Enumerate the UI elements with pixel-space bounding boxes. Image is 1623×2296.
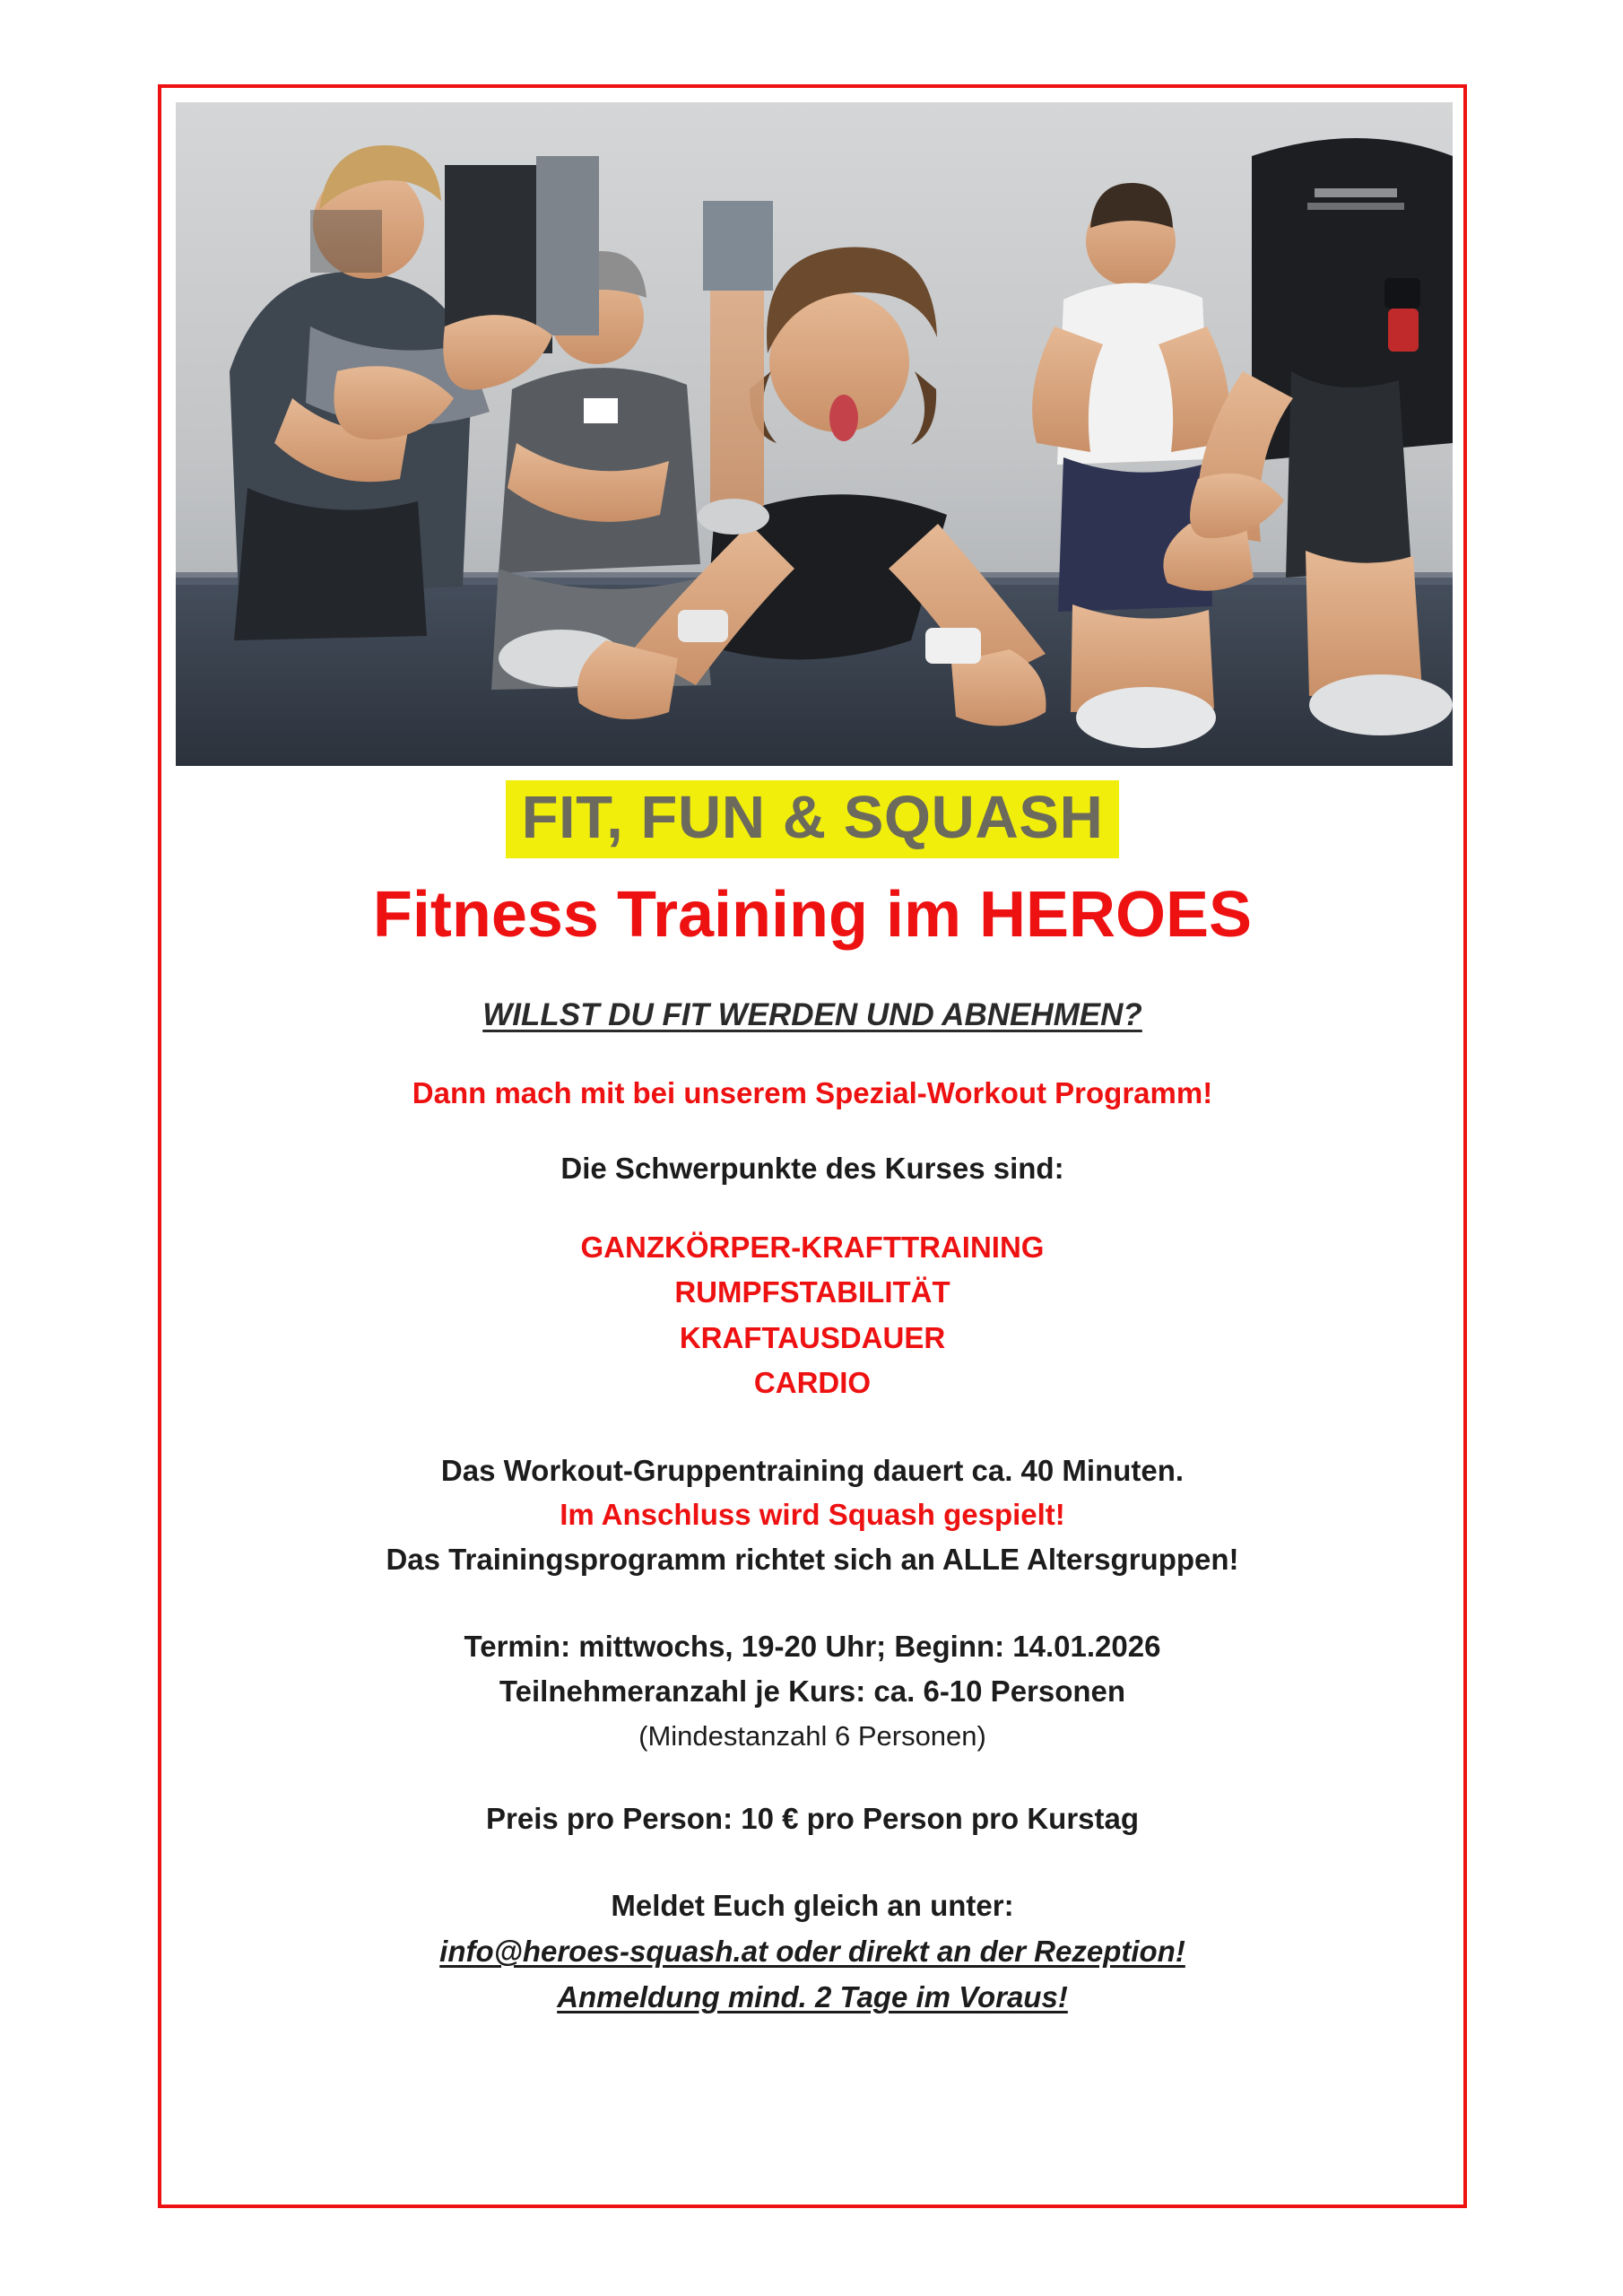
focus-list — [161, 1225, 1463, 1405]
duration-block — [161, 1448, 1463, 1582]
focus-item: GANZKÖRPER-KRAFTTRAINING — [580, 1231, 1045, 1265]
minimum-note: (Mindestanzahl 6 Personen) — [638, 1719, 986, 1752]
duration-line: Das Workout-Gruppentraining dauert ca. 40 Minuten. — [440, 1453, 1185, 1487]
focus-item: RUMPFSTABILITÄT — [674, 1275, 950, 1309]
squash-line: Im Anschluss wird Squash gespielt! — [560, 1498, 1065, 1532]
focus-intro-line: Die Schwerpunkte des Kurses sind: — [560, 1152, 1064, 1186]
poster-frame — [158, 84, 1467, 2208]
focus-item: CARDIO — [753, 1365, 872, 1399]
headline-red: Fitness Training im HEROES — [372, 879, 1253, 952]
call-to-action-line: Dann mach mit bei unserem Spezial-Workout Programm! — [412, 1076, 1213, 1110]
focus-item: KRAFTAUSDAUER — [679, 1320, 946, 1354]
signup-intro: Meldet Euch gleich an unter: — [611, 1888, 1014, 1922]
signup-deadline: Anmeldung mind. 2 Tage im Voraus! — [557, 1980, 1068, 2014]
headline-highlight: FIT, FUN & SQUASH — [506, 780, 1120, 858]
termin-block — [161, 1624, 1463, 1756]
signup-block — [161, 1883, 1463, 2020]
poster-text-content — [161, 780, 1463, 2020]
termin-line: Termin: mittwochs, 19-20 Uhr; Beginn: 14.01.2026 — [464, 1630, 1161, 1664]
price-line: Preis pro Person: 10 € pro Person pro Kurstag — [485, 1801, 1140, 1835]
question-line: WILLST DU FIT WERDEN UND ABNEHMEN? — [482, 997, 1142, 1033]
gym-group-photo — [176, 102, 1453, 766]
agegroup-line: Das Trainingsprogramm richtet sich an ALLE Altersgruppen! — [386, 1542, 1239, 1576]
signup-contact-email[interactable]: info@heroes-squash.at oder direkt an der Rezeption! — [439, 1934, 1185, 1968]
participants-line: Teilnehmeranzahl je Kurs: ca. 6-10 Personen — [499, 1674, 1126, 1709]
headline-highlight-wrap — [161, 780, 1463, 858]
